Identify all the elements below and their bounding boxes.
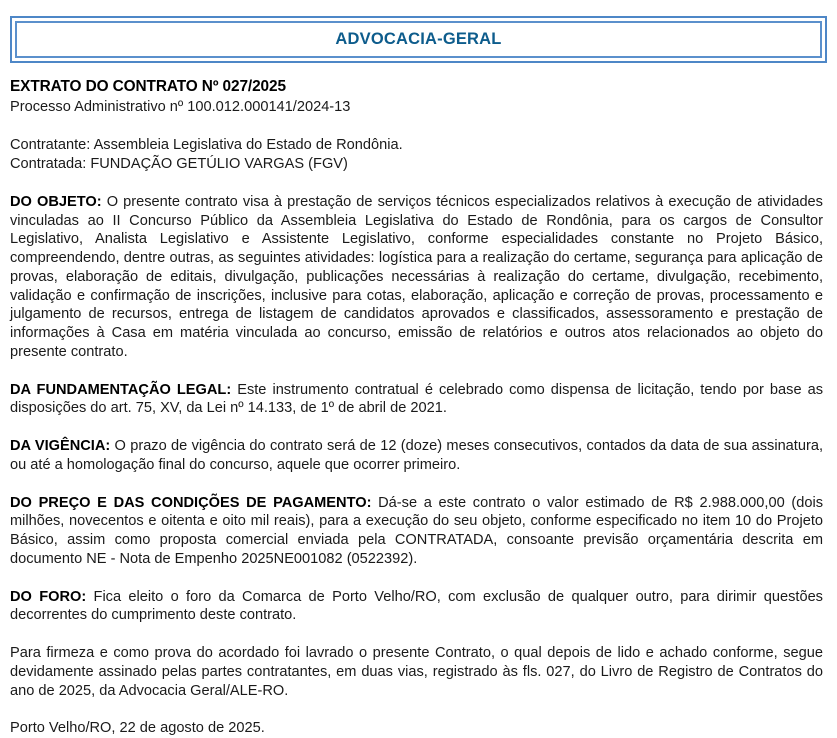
contratante-line: Contratante: Assembleia Legislativa do Estado de Rondônia. — [10, 137, 403, 154]
clause-label-da-fundamentacao-legal: DA FUNDAMENTAÇÃO LEGAL: — [10, 381, 232, 398]
clause-text-do-objeto: O presente contrato visa à prestação de serviços técnicos especializados relativos à execução de atividades vinculadas ao II Concurso Público da Assembleia Legislativa do Estado de Rondônia, para os cargos de Consultor Legislativo, Analista Legislativo e Assistente Legislativo, conforme especialidades constante no Projeto Básico, compreendendo, dentre outras, as seguintes atividades: logística para a realização do certame, segurança para aplicação de provas, elaboração de editais, divulgação, publicações necessárias à realização do certame, divulgação, recebimento, validação e confirmação de inscrições, inclusive para cotas, elaboração, aplicação e correção de provas, processamento e julgamento de recursos, entrega de listagem de candidatos aprovados e classificados, assessoramento e prestação de informações à Casa em matéria vinculada ao concurso, emissão de relatórios e outros atos relacionados ao objeto do presente contrato. — [10, 193, 823, 360]
place-and-date: Porto Velho/RO, 22 de agosto de 2025. — [10, 720, 265, 737]
clause-da-fundamentacao-legal — [10, 381, 823, 419]
header-banner — [10, 16, 827, 63]
clause-label-do-foro: DO FORO: — [10, 588, 87, 605]
clause-label-da-vigencia: DA VIGÊNCIA: — [10, 438, 111, 455]
clause-text-da-vigencia: O prazo de vigência do contrato será de 12 (doze) meses consecutivos, contados da data de sua assinatura, ou até a homologação final do concurso, aquele que ocorrer primeiro. — [10, 438, 823, 473]
document-page — [0, 16, 837, 737]
contract-extract-title: EXTRATO DO CONTRATO Nº 027/2025 — [10, 78, 286, 96]
header-banner-inner — [15, 21, 822, 58]
clause-do-preco-e-condicoes-pagamento — [10, 494, 823, 569]
clause-do-objeto — [10, 193, 823, 362]
clause-da-vigencia — [10, 437, 823, 475]
document-body — [0, 77, 837, 738]
clause-text-do-preco: Dá-se a este contrato o valor estimado de R$ 2.988.000,00 (dois milhões, novecentos e oitenta e oito mil reais), para a execução do seu objeto, conforme especificado no item 10 do Projeto Básico, assim como proposta comercial enviada pela CONTRATADA, consoante previsão orçamentária descrita em documento NE - Nota de Empenho 2025NE001082 (0522392). — [10, 494, 823, 567]
contratada-line: Contratada: FUNDAÇÃO GETÚLIO VARGAS (FGV) — [10, 156, 348, 173]
clause-label-do-preco: DO PREÇO E DAS CONDIÇÕES DE PAGAMENTO: — [10, 494, 372, 511]
clause-text-da-fundamentacao-legal: Este instrumento contratual é celebrado como dispensa de licitação, tendo por base as disposições do art. 75, XV, da Lei nº 14.133, de 1º de abril de 2021. — [10, 381, 824, 417]
page-title: ADVOCACIA-GERAL — [335, 30, 502, 48]
clause-do-foro — [10, 588, 823, 626]
clause-text-do-foro: Fica eleito o foro da Comarca de Porto Velho/RO, com exclusão de qualquer outro, para dirimir questões decorrentes do cumprimento deste contrato. — [10, 588, 823, 624]
administrative-process-number: Processo Administrativo nº 100.012.000141/2024-13 — [10, 99, 351, 116]
closing-paragraph: Para firmeza e como prova do acordado foi lavrado o presente Contrato, o qual depois de lido e achado conforme, segue devidamente assinado pelas partes contratantes, em duas vias, registrado às fls. 027, do Livro de Registro de Contratos do ano de 2025, da Advocacia Geral/ALE-RO. — [10, 645, 823, 699]
clause-label-do-objeto: DO OBJETO: — [10, 193, 102, 210]
